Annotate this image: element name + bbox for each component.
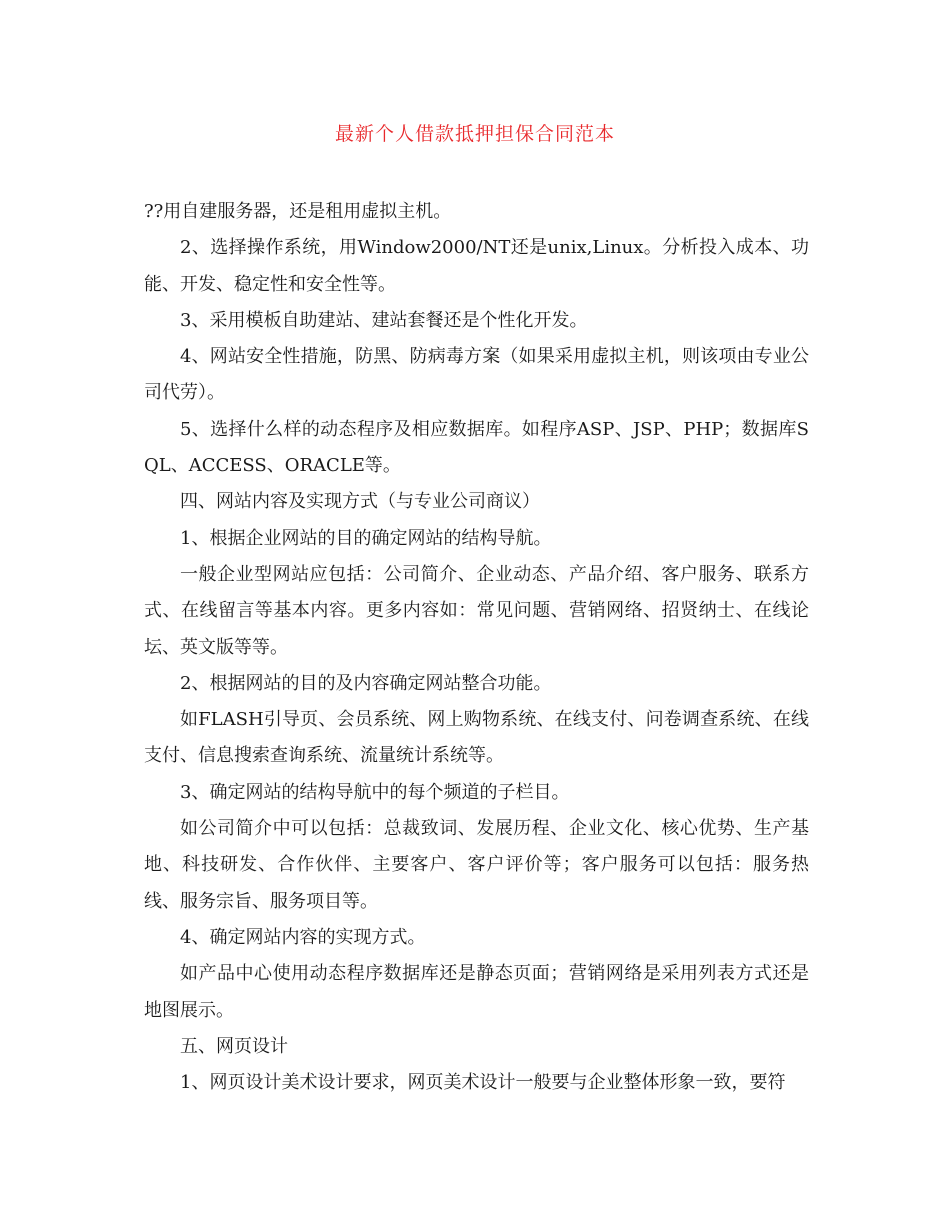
paragraph: 4、确定网站内容的实现方式。 xyxy=(180,926,426,948)
paragraph: 五、网页设计 xyxy=(180,1035,288,1057)
paragraph: 3、确定网站的结构导航中的每个频道的子栏目。 xyxy=(180,781,570,803)
paragraph: 2、根据网站的目的及内容确定网站整合功能。 xyxy=(180,672,552,694)
paragraph: 1、根据企业网站的目的确定网站的结构导航。 xyxy=(180,527,552,549)
paragraph: 1、网页设计美术设计要求，网页美术设计一般要与企业整体形象一致，要符 xyxy=(180,1072,786,1094)
paragraph: 一般企业型网站应包括：公司简介、企业动态、产品介绍、客户服务、联系方式、在线留言等基本内容。更多内容如：常见问题、营销网络、招贤纳士、在线论坛、英文版等等。 xyxy=(144,563,809,658)
paragraph: 四、网站内容及实现方式（与专业公司商议） xyxy=(180,491,540,513)
paragraph: ??用自建服务器，还是租用虚拟主机。 xyxy=(144,201,452,222)
paragraph: 3、采用模板自助建站、建站套餐还是个性化开发。 xyxy=(180,309,588,331)
paragraph: 如公司简介中可以包括：总裁致词、发展历程、企业文化、核心优势、生产基地、科技研发、合作伙伴、主要客户、客户评价等；客户服务可以包括：服务热线、服务宗旨、服务项目等。 xyxy=(144,818,809,912)
document-body xyxy=(144,194,809,1101)
paragraph: 4、网站安全性措施，防黑、防病毒方案（如果采用虚拟主机，则该项由专业公司代劳）。 xyxy=(144,346,809,404)
document-title: 最新个人借款抵押担保合同范本 xyxy=(334,123,615,145)
paragraph: 如产品中心使用动态程序数据库还是静态页面；营销网络是采用列表方式还是地图展示。 xyxy=(144,963,809,1021)
paragraph: 5、选择什么样的动态程序及相应数据库。如程序ASP、JSP、PHP；数据库SQL、ACCESS、ORACLE等。 xyxy=(144,418,809,477)
paragraph: 如FLASH引导页、会员系统、网上购物系统、在线支付、问卷调查系统、在线支付、信息搜索查询系统、流量统计系统等。 xyxy=(144,709,809,767)
paragraph: 2、选择操作系统，用Window2000/NT还是unix,Linux。分析投入成本、功能、开发、稳定性和安全性等。 xyxy=(144,237,809,295)
